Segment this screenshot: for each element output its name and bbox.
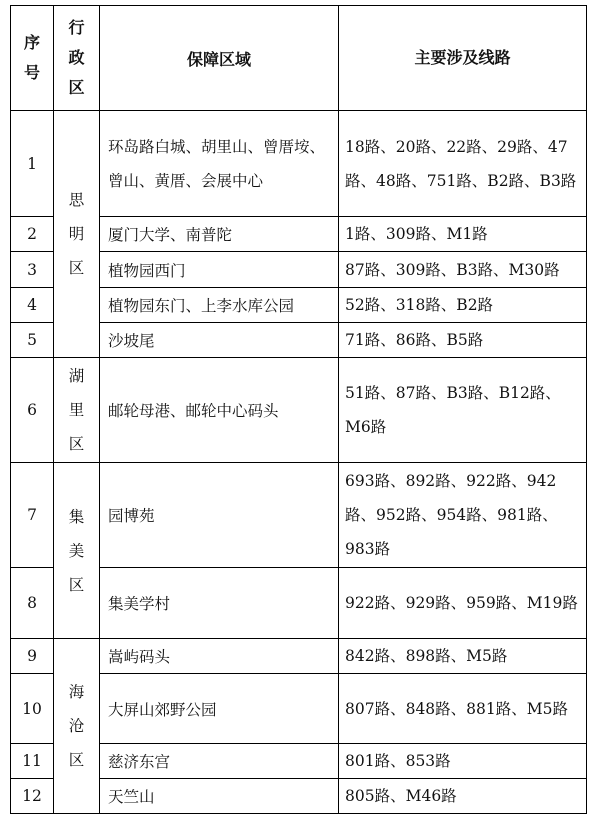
row-area: 园博苑 bbox=[100, 463, 339, 568]
row-no: 1 bbox=[11, 111, 54, 217]
row-area: 天竺山 bbox=[100, 779, 339, 814]
row-routes: 693路、892路、922路、942路、952路、954路、981路、983路 bbox=[339, 463, 587, 568]
row-area bbox=[100, 111, 339, 217]
header-routes: 主要涉及线路 bbox=[339, 6, 587, 111]
row-routes: 801路、853路 bbox=[339, 744, 587, 779]
row-area: 大屏山郊野公园 bbox=[100, 674, 339, 744]
header-district bbox=[54, 6, 100, 111]
table-row bbox=[11, 111, 587, 217]
header-no bbox=[11, 6, 54, 111]
row-routes: 18路、20路、22路、29路、47路、48路、751路、B2路、B3路 bbox=[339, 111, 587, 217]
row-no: 5 bbox=[11, 323, 54, 358]
row-area: 沙坡尾 bbox=[100, 323, 339, 358]
district-siming: 思明区 bbox=[68, 191, 85, 277]
table-row bbox=[11, 463, 587, 568]
row-routes: 52路、318路、B2路 bbox=[339, 288, 587, 323]
row-no: 7 bbox=[11, 463, 54, 568]
row-area-text: 环岛路白城、胡里山、曾厝垵、曾山、黄厝、会展中心 bbox=[108, 137, 326, 190]
row-no: 10 bbox=[11, 674, 54, 744]
header-area: 保障区域 bbox=[100, 6, 339, 111]
row-area: 植物园西门 bbox=[100, 252, 339, 288]
row-routes: 1路、309路、M1路 bbox=[339, 217, 587, 252]
row-no: 11 bbox=[11, 744, 54, 779]
district-cell-siming bbox=[54, 111, 100, 358]
district-cell-haicang bbox=[54, 639, 100, 814]
row-routes: 805路、M46路 bbox=[339, 779, 587, 814]
row-no: 4 bbox=[11, 288, 54, 323]
header-district-text: 行政区 bbox=[68, 18, 85, 97]
table-row bbox=[11, 358, 587, 463]
district-cell-jimei bbox=[54, 463, 100, 639]
district-cell-huli bbox=[54, 358, 100, 463]
row-routes: 807路、848路、881路、M5路 bbox=[339, 674, 587, 744]
row-area: 嵩屿码头 bbox=[100, 639, 339, 674]
district-haicang: 海沧区 bbox=[68, 683, 85, 769]
row-no: 3 bbox=[11, 252, 54, 288]
row-routes: 51路、87路、B3路、B12路、M6路 bbox=[339, 358, 587, 463]
row-routes: 922路、929路、959路、M19路 bbox=[339, 568, 587, 639]
row-no: 9 bbox=[11, 639, 54, 674]
row-routes: 87路、309路、B3路、M30路 bbox=[339, 252, 587, 288]
table-row bbox=[11, 639, 587, 674]
row-routes: 71路、86路、B5路 bbox=[339, 323, 587, 358]
row-no: 2 bbox=[11, 217, 54, 252]
row-area: 厦门大学、南普陀 bbox=[100, 217, 339, 252]
district-jimei: 集美区 bbox=[68, 507, 85, 594]
row-no: 8 bbox=[11, 568, 54, 639]
row-area: 邮轮母港、邮轮中心码头 bbox=[100, 358, 339, 463]
row-area: 慈济东宫 bbox=[100, 744, 339, 779]
bus-route-table bbox=[10, 5, 587, 814]
row-no: 12 bbox=[11, 779, 54, 814]
header-no-text: 序号 bbox=[23, 33, 40, 82]
table-header-row bbox=[11, 6, 587, 111]
district-huli: 湖里区 bbox=[68, 367, 85, 453]
row-area: 集美学村 bbox=[100, 568, 339, 639]
row-area: 植物园东门、上李水库公园 bbox=[100, 288, 339, 323]
row-routes: 842路、898路、M5路 bbox=[339, 639, 587, 674]
row-no: 6 bbox=[11, 358, 54, 463]
